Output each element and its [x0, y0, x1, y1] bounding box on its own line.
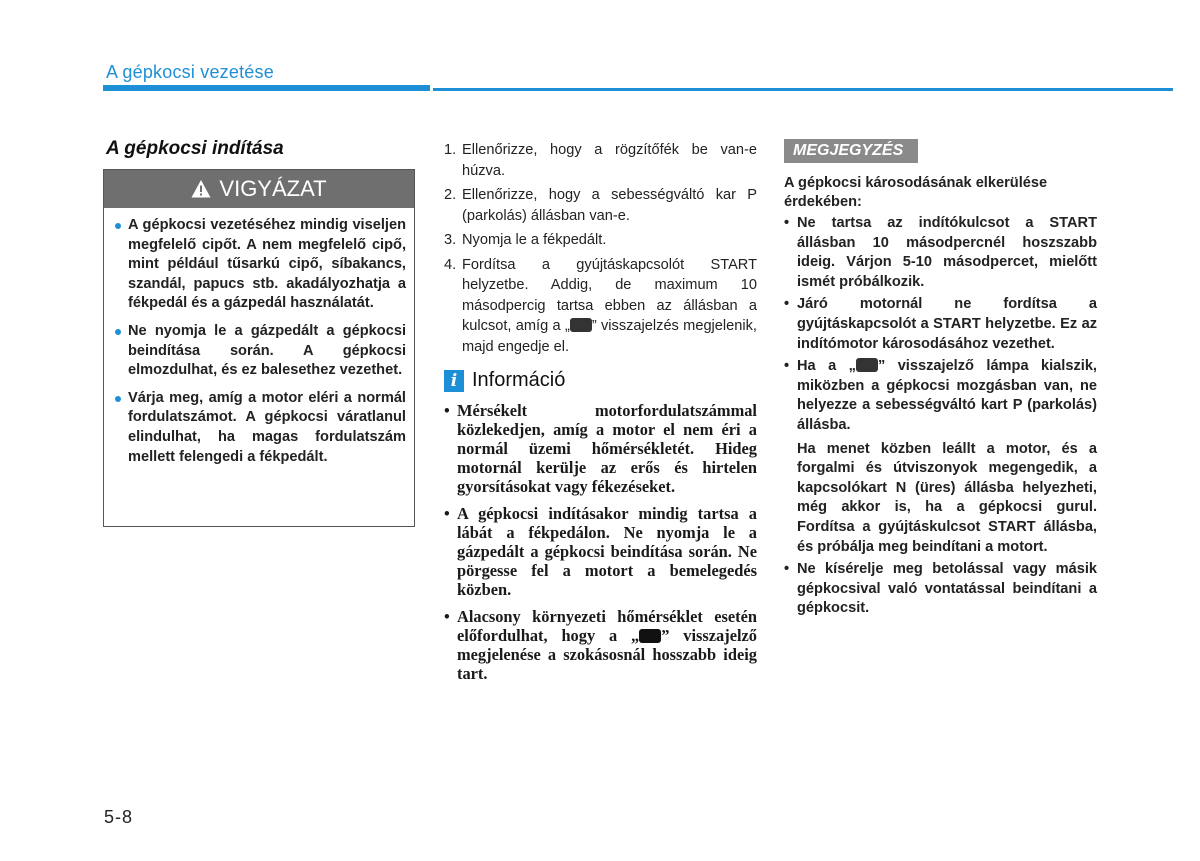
car-key-indicator-icon: [856, 358, 878, 372]
note-item: [784, 295, 1097, 354]
header-rule-thick: [103, 85, 430, 91]
warning-list: [104, 208, 414, 467]
note-item-text-before: Ha a „: [797, 358, 856, 375]
warning-item: Ne nyomja le a gázpedált a gépkocsi beindítása során. A gépkocsi elmozdulhat, és ez balesethez vezethet.: [112, 322, 406, 381]
step-text: Ellenőrizze, hogy a rögzítőfék be van-e húzva.: [462, 142, 757, 179]
note-item-text: Ne kísérelje meg betolással vagy másik gépkocsival való vontatással beindítani a gépkocsit.: [797, 561, 1097, 617]
info-item-text: A gépkocsi indításakor mindig tartsa a lábát a fékpedálon. Ne nyomja le a gázpedált a gépkocsi beindítása során. Ne pörgesse fel a motort a bemelegedés közben.: [457, 504, 757, 599]
info-item-text-after: ” visszajelző megjelenése a szokásosnál hosszabb ideig tart.: [457, 626, 757, 683]
note-list: [784, 214, 1097, 622]
warning-header: [104, 170, 414, 208]
step-number: 4.: [444, 256, 457, 273]
step-item: [444, 140, 757, 181]
info-item: [444, 401, 757, 496]
note-item: [784, 214, 1097, 292]
step-text-after: ” visszajelzés megjelenik, majd engedje el.: [462, 318, 757, 355]
warning-triangle-icon: [191, 179, 211, 199]
info-heading: [444, 369, 565, 392]
info-icon: i: [444, 370, 464, 392]
warning-item: Várja meg, amíg a motor eléri a normál fordulatszámot. A gépkocsi váratlanul elindulhat, ha magas fordulatszám mellett felengedi a fékpedált.: [112, 389, 406, 467]
start-steps-list: [444, 140, 757, 361]
step-text: Ellenőrizze, hogy a sebességváltó kar P (parkolás) állásban van-e.: [462, 187, 757, 224]
step-text: Nyomja le a fékpedált.: [462, 232, 607, 248]
step-number: 3.: [444, 232, 457, 248]
header-rule-thin: [433, 88, 1173, 91]
car-key-indicator-icon: [639, 629, 661, 643]
note-item-text: Járó motornál ne fordítsa a gyújtáskapcsolót a START helyzetbe. Ez az indítómotor károsodásához vezethet.: [797, 296, 1097, 352]
car-key-indicator-icon: [570, 318, 592, 332]
info-item: [444, 607, 757, 683]
note-item-continuation: [784, 440, 1097, 558]
note-item-text: Ne tartsa az indítókulcsot a START állásban 10 másodpercnél hoszszabb ideig. Várjon 5-10 másodpercet, mielőtt ismét próbálkozik.: [797, 215, 1097, 290]
info-title: Információ: [472, 369, 566, 391]
note-heading: A gépkocsi károsodásának elkerülése érdekében:: [784, 175, 1048, 210]
warning-item: A gépkocsi vezetéséhez mindig viseljen megfelelő cipőt. A nem megfelelő cipő, mint például tűsarkú cipő, síbakancs, szandál, papucs stb. akadályozhatja a fékpedál és a gázpedál használatát.: [112, 216, 406, 314]
warning-label: VIGYÁZAT: [219, 176, 327, 201]
step-item: [444, 185, 757, 226]
info-item: [444, 504, 757, 599]
info-item-text: Mérsékelt motorfordulatszámmal közlekedjen, amíg a motor el nem éri a normál üzemi hőmérsékletét. Hideg motornál kerülje az erős és hirtelen gyorsításokat vagy fékezéseket.: [457, 401, 757, 496]
info-item-text-before: Alacsony környezeti hőmérséklet esetén előfordulhat, hogy a „: [457, 607, 757, 645]
note-item-text-after: ” visszajelző lámpa kialszik, miközben a gépkocsi mozgásban van, ne helyezze a sebességváltó kart P (parkolás) állásba.: [797, 358, 1097, 433]
step-number: 1.: [444, 142, 457, 158]
warning-box: [103, 169, 415, 527]
section-title: A gépkocsi indítása: [106, 138, 284, 159]
note-item-text: Ha menet közben leállt a motor, és a forgalmi és útviszonyok megengedik, a kapcsolókart N (üres) állásba helyezheti, még akkor is, ha a gépkocsi gurul. Fordítsa a gyújtáskulcsot START állásba, és próbálja meg beindítani a motort.: [797, 440, 1097, 555]
step-number: 2.: [444, 187, 457, 203]
chapter-title: A gépkocsi vezetése: [106, 62, 274, 82]
info-list: [444, 401, 757, 691]
note-badge: MEGJEGYZÉS: [784, 139, 918, 163]
step-item: [444, 255, 757, 358]
note-item: [784, 357, 1097, 435]
step-item: [444, 230, 757, 251]
page-number: 5-8: [104, 807, 134, 827]
step-text-before: Fordítsa a gyújtáskapcsolót START helyzetbe. Addig, de maximum 10 másodpercig tartsa ebben az állásban a kulcsot, amíg a „: [462, 256, 757, 334]
note-item: [784, 560, 1097, 619]
